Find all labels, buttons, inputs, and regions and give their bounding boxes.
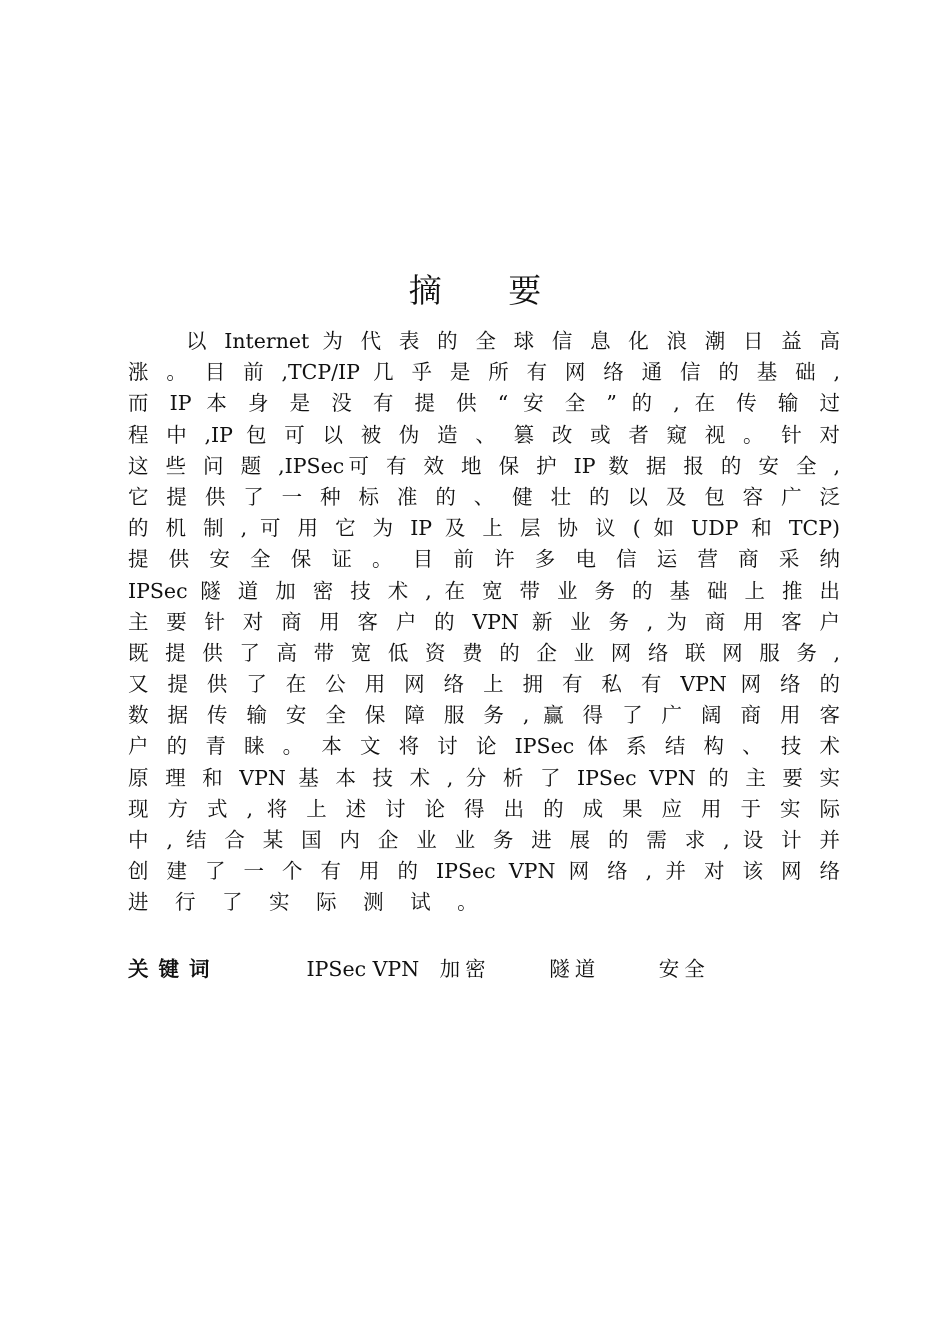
abstract-body [128, 326, 840, 919]
abstract-line: 的 机 制 , 可 用 它 为 IP 及 上 层 协 议 ( 如 UDP 和 TCP) [128, 516, 840, 541]
abstract-line: 数 据 传 输 安 全 保 障 服 务 , 赢 得 了 广 阔 商 用 客 [128, 703, 840, 728]
abstract-line: 提 供 安 全 保 证 。 目 前 许 多 电 信 运 营 商 采 纳 [128, 547, 840, 572]
abstract-line: 主 要 针 对 商 用 客 户 的 VPN 新 业 务 , 为 商 用 客 户 [128, 609, 840, 634]
abstract-line: 既 提 供 了 高 带 宽 低 资 费 的 企 业 网 络 联 网 服 务 , [128, 640, 840, 665]
keyword: 隧道 [549, 957, 601, 981]
abstract-line: IPSec 隧 道 加 密 技 术 , 在 宽 带 业 务 的 基 础 上 推 出 [128, 578, 840, 603]
abstract-line: 又 提 供 了 在 公 用 网 络 上 拥 有 私 有 VPN 网 络 的 [128, 672, 840, 697]
keywords-label: 关键词 [128, 957, 220, 981]
keyword: 安全 [658, 957, 710, 981]
keyword: IPSec VPN [306, 957, 420, 981]
page-title: 摘 要 [408, 271, 570, 311]
abstract-line: 原 理 和 VPN 基 本 技 术 , 分 析 了 IPSec VPN 的 主 要 实 [128, 765, 840, 790]
keywords-row [128, 952, 762, 982]
abstract-line: 中 , 结 合 某 国 内 企 业 业 务 进 展 的 需 求 , 设 计 并 [128, 828, 840, 852]
abstract-line: 程 中 ,IP 包 可 以 被 伪 造 、 篡 改 或 者 窥 视 。 针 对 [128, 422, 840, 447]
abstract-line: 它 提 供 了 一 种 标 准 的 、 健 壮 的 以 及 包 容 广 泛 [128, 484, 840, 509]
keyword: 加密 [439, 957, 491, 981]
abstract-line: 这 些 问 题 ,IPSec可 有 效 地 保 护 IP 数 据 报 的 安 全 , [128, 453, 840, 478]
abstract-line: 涨 。 目 前 ,TCP/IP 几 乎 是 所 有 网 络 通 信 的 基 础 , [128, 360, 840, 385]
abstract-line: 以 Internet 为 代 表 的 全 球 信 息 化 浪 潮 日 益 高 [186, 329, 840, 353]
abstract-line: 户 的 青 睐 。 本 文 将 讨 论 IPSec 体 系 结 构 、 技 术 [128, 734, 840, 759]
abstract-line: 创 建 了 一 个 有 用 的 IPSec VPN 网 络 , 并 对 该 网 络 [128, 859, 840, 884]
abstract-line: 而 IP 本 身 是 没 有 提 供 “ 安 全 ” 的 , 在 传 输 过 [128, 391, 840, 416]
abstract-line: 现 方 式 , 将 上 述 讨 论 得 出 的 成 果 应 用 于 实 际 [128, 796, 840, 821]
abstract-line: 进 行 了 实 际 测 试 。 [128, 890, 487, 915]
